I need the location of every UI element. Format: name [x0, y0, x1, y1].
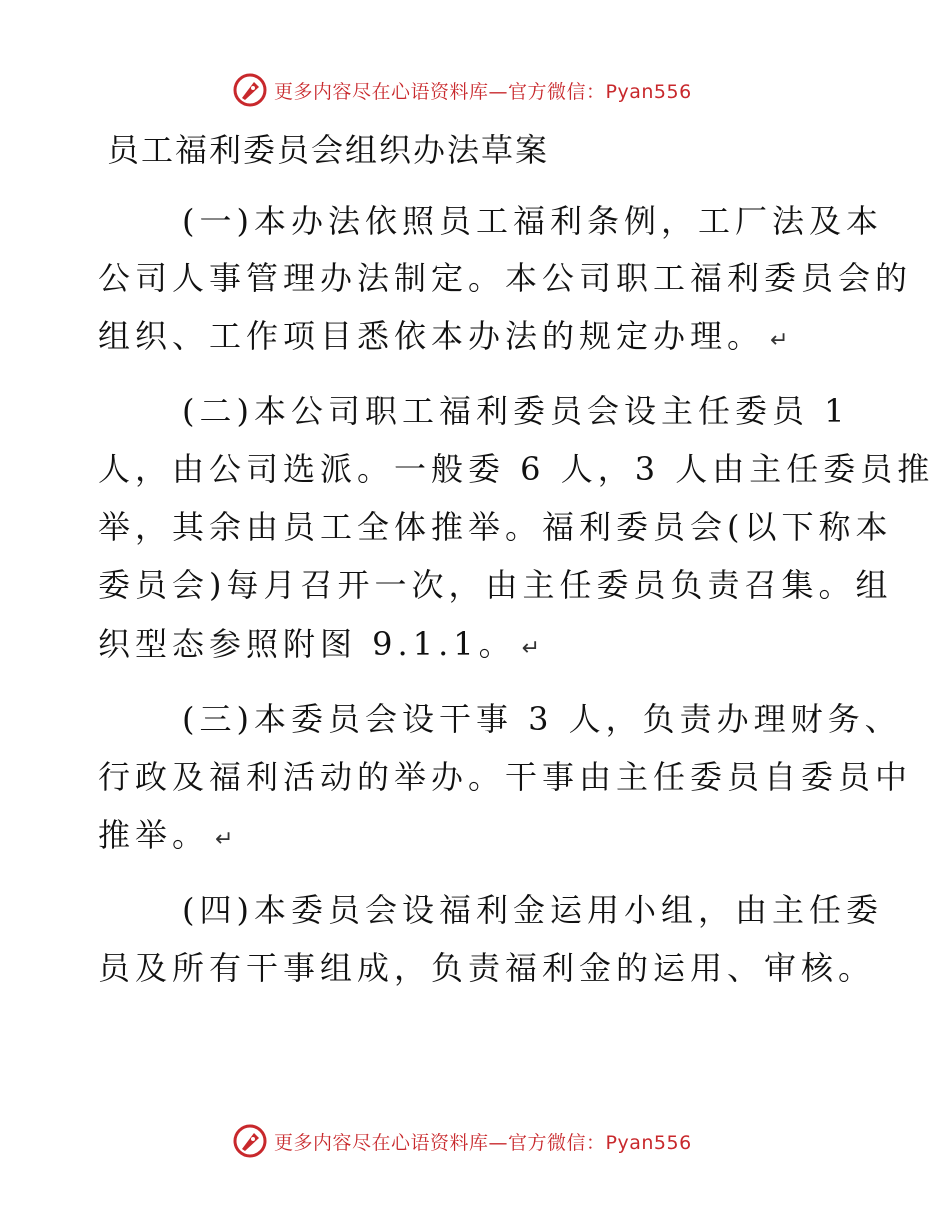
paragraph-2-line-3: 举，其余由员工全体推举。福利委员会(以下称本 [98, 508, 893, 546]
paragraph-mark-icon: ↵ [215, 827, 234, 852]
paragraph-3-line-3: 推举。 ↵ [98, 816, 234, 854]
paragraph-mark-icon: ↵ [521, 636, 541, 661]
pen-nib-logo-icon [232, 72, 268, 108]
paragraph-3-line-1: (三)本委员会设干事 3 人，负责办理财务、 [182, 700, 902, 738]
paragraph-mark-icon: ↵ [770, 328, 789, 353]
paragraph-2-line-4: 委员会)每月召开一次，由主任委员负责召集。组 [98, 566, 893, 604]
watermark-text: 更多内容尽在心语资料库—官方微信：Pyan556 [274, 80, 692, 103]
paragraph-4-line-1: (四)本委员会设福利金运用小组，由主任委 [182, 891, 883, 929]
paragraph-1-line-1: (一)本办法依照员工福利条例，工厂法及本 [182, 202, 883, 240]
pen-nib-logo-icon [232, 1123, 268, 1159]
document-title: 员工福利委员会组织办法草案 [107, 131, 550, 169]
watermark-text: 更多内容尽在心语资料库—官方微信：Pyan556 [274, 1131, 692, 1154]
paragraph-2-line-5: 织型态参照附图 9.1.1。 ↵ [98, 625, 541, 663]
paragraph-1-line-2: 公司人事管理办法制定。本公司职工福利委员会的 [98, 259, 913, 297]
paragraph-3-line-2: 行政及福利活动的举办。干事由主任委员自委员中 [98, 758, 913, 796]
paragraph-2-line-1: (二)本公司职工福利委员会设主任委员 1 [182, 392, 850, 430]
paragraph-1-line-3: 组织、工作项目悉依本办法的规定办理。 ↵ [98, 317, 789, 355]
paragraph-4-line-2: 员及所有干事组成，负责福利金的运用、审核。 [98, 949, 876, 987]
paragraph-2-line-2: 人，由公司选派。一般委 6 人，3 人由主任委员推 [98, 450, 935, 488]
header-watermark-banner [232, 70, 692, 110]
footer-watermark-banner [232, 1121, 692, 1161]
